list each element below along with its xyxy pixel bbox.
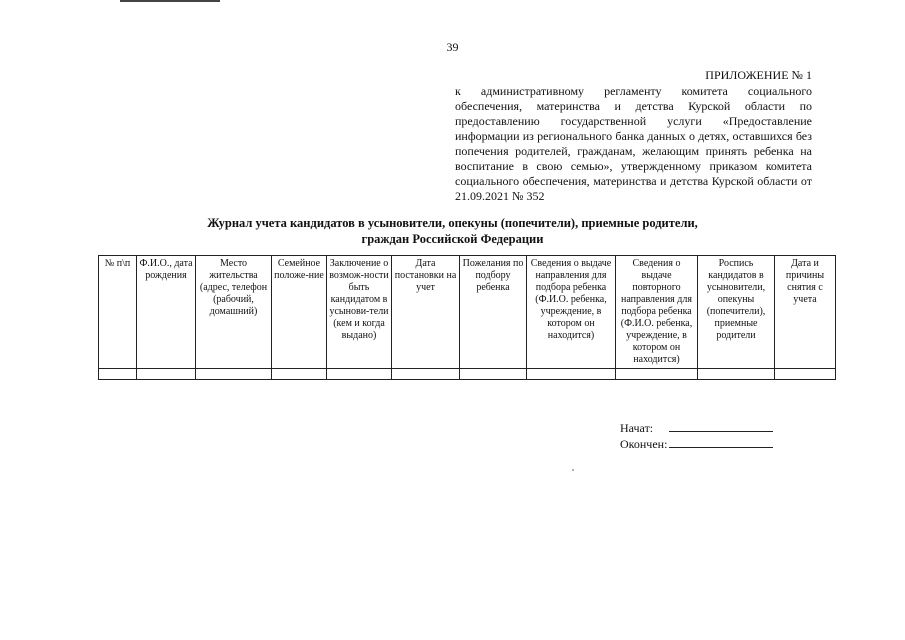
- table-cell: [196, 369, 272, 380]
- header-marital-status: Семейное положе-ние: [272, 256, 327, 369]
- table-cell: [327, 369, 392, 380]
- document-title-line-2: граждан Российской Федерации: [361, 232, 544, 246]
- top-edge-rule: [120, 0, 220, 2]
- header-repeat-referral-info: Сведения о выдаче повторного направления для подбора ребенка (Ф.И.О. ребенка, учреждение, в котором он находится): [616, 256, 698, 369]
- page-number: 39: [446, 40, 459, 54]
- table-cell: [775, 369, 836, 380]
- header-deregistration: Дата и причины снятия с учета: [775, 256, 836, 369]
- signoff-block: [620, 420, 773, 452]
- table-row: [99, 369, 836, 380]
- table-cell: [137, 369, 196, 380]
- header-conclusion: Заключение о возмож-ности быть кандидатом в усынови-тели (кем и когда выдано): [327, 256, 392, 369]
- document-title-line-1: Журнал учета кандидатов в усыновители, опекуны (попечители), приемные родители,: [207, 216, 698, 230]
- header-registration-date: Дата постановки на учет: [392, 256, 460, 369]
- table-cell: [99, 369, 137, 380]
- header-name-birthdate: Ф.И.О., дата рождения: [137, 256, 196, 369]
- header-number: № п\п: [99, 256, 137, 369]
- started-label: Начат:: [620, 421, 654, 435]
- header-child-preferences: Пожелания по подбору ребенка: [460, 256, 527, 369]
- started-row: [620, 420, 773, 436]
- appendix-block: [455, 68, 812, 204]
- started-blank-line: [669, 420, 773, 432]
- ended-row: [620, 436, 773, 452]
- header-candidate-signature: Роспись кандидатов в усыновители, опекуны (попечители), приемные родители: [698, 256, 775, 369]
- ended-blank-line: [669, 436, 773, 448]
- journal-table: [98, 255, 836, 380]
- document-title: [130, 215, 775, 247]
- table-cell: [527, 369, 616, 380]
- table-cell: [698, 369, 775, 380]
- table-cell: [392, 369, 460, 380]
- table-cell: [460, 369, 527, 380]
- header-residence: Место жительства (адрес, телефон (рабочий, домашний): [196, 256, 272, 369]
- appendix-title: ПРИЛОЖЕНИЕ № 1: [705, 68, 812, 82]
- ended-label: Окончен:: [620, 437, 668, 451]
- table-cell: [272, 369, 327, 380]
- appendix-text: к административному регламенту комитета социального обеспечения, материнства и детства Курской области по предоставлению государственной услуги «Предоставление информации из регионального банка данных о детях, оставшихся без попечения родителей, гражданам, желающим принять ребенка на воспитание в свою семью», утвержденному приказом комитета социального обеспечения, материнства и детства Курской области от 21.09.2021 № 352: [455, 84, 812, 203]
- table-cell: [616, 369, 698, 380]
- header-referral-info: Сведения о выдаче направления для подбора ребенка (Ф.И.О. ребенка, учреждение, в котором он находится): [527, 256, 616, 369]
- table-header-row: [99, 256, 836, 369]
- scan-speck: [572, 469, 574, 471]
